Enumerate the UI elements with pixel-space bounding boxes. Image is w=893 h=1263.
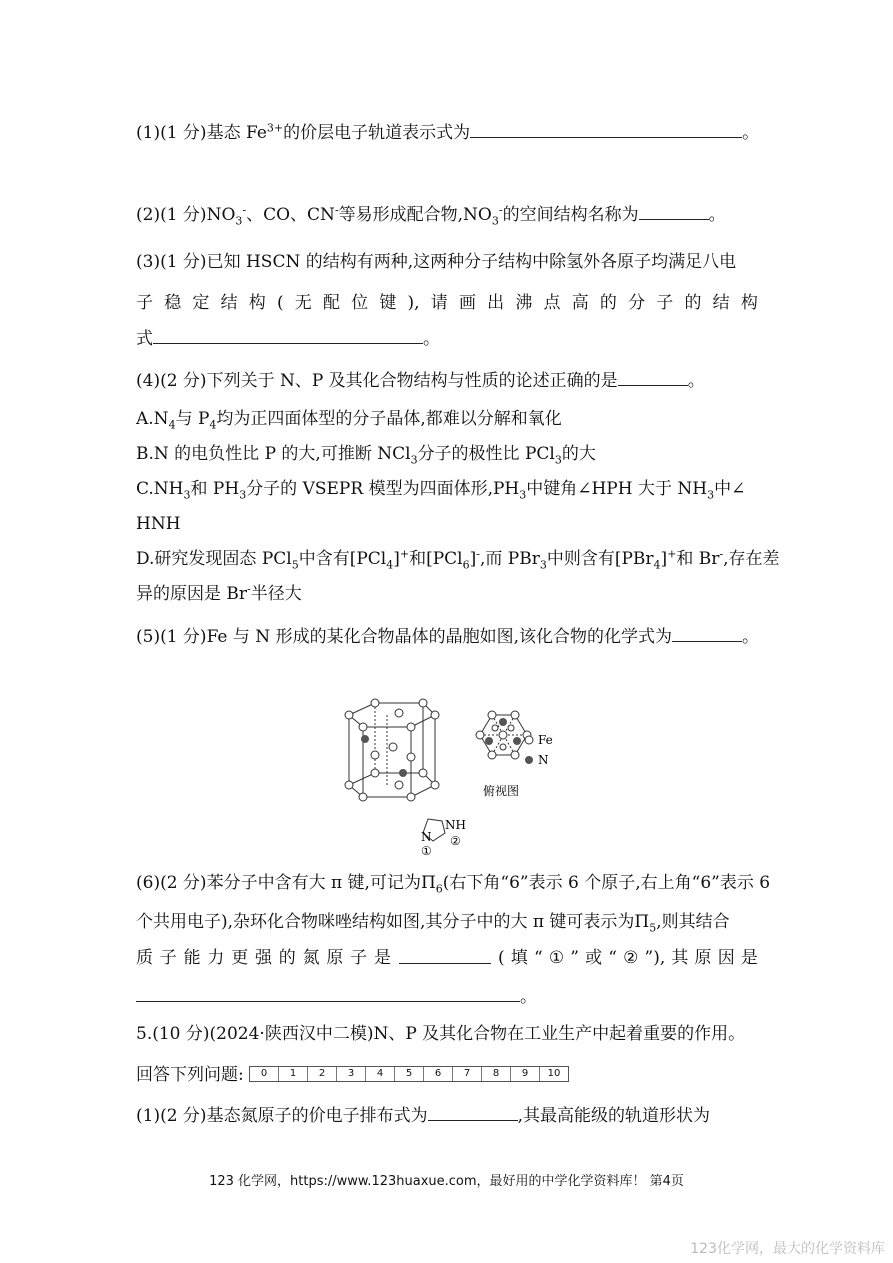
text-char: 位 — [351, 293, 369, 313]
text-char: 高 — [571, 293, 589, 313]
text-char: 因 — [717, 948, 735, 968]
text-char: 原 — [694, 948, 712, 968]
legend-n: N — [538, 753, 549, 767]
text-char: “ — [608, 948, 617, 968]
answer-blank[interactable] — [639, 203, 709, 220]
option-b: B.N 的电负性比 P 的大,可推断 NCl$_3$分子的极性比 PCl$_3$的大 — [136, 444, 596, 467]
text-char: 填 — [510, 948, 528, 968]
option-d: D.研究发现固态 PCl$_5$中含有[PCl$_4$]+和[PCl$_6$]-,而 PBr$_3$中则含有[PBr$_4$]+和 Br-,存在差 — [136, 547, 780, 572]
text-char: 无 — [294, 293, 312, 313]
imidazole-nh: NH — [445, 818, 466, 832]
text-char: 是 — [373, 948, 391, 968]
text-char: ), — [407, 293, 420, 313]
scale-cell: 2 — [308, 1067, 337, 1081]
q3-line3: 式 。 — [136, 329, 440, 349]
text-char: 请 — [430, 293, 448, 313]
crystal-figure — [335, 695, 565, 860]
scale-cell: 6 — [424, 1067, 453, 1081]
watermark: 123化学网，最大的化学资料库 — [690, 1241, 885, 1257]
q6-line1: (6)(2 分)苯分子中含有大 π 键,可记为$\Pi_6$(右下角“6”表示 6 个原子,右上角“6”表示 6 — [136, 873, 771, 896]
text-char: 的 — [684, 293, 702, 313]
text-char: 结 — [712, 293, 730, 313]
q6-line4: 。 — [136, 985, 537, 1008]
text-char: 子 — [350, 948, 368, 968]
q4: (4)(2 分)下列关于 N、P 及其化合物结构与性质的论述正确的是 。 — [136, 371, 705, 391]
text-char: 定 — [192, 293, 210, 313]
answer-blank[interactable] — [470, 121, 742, 138]
imidazole-n: N — [421, 830, 432, 844]
text-char: 构 — [740, 293, 758, 313]
q2: (2)(1 分)$NO_3^-$、CO、CN-等易形成配合物$,NO_3^-$的空间结构名称为 。 — [136, 203, 726, 228]
text-char: ( — [498, 948, 505, 968]
text-char: ① — [548, 948, 565, 968]
scale-cell: 3 — [337, 1067, 366, 1081]
q5: (5)(1 分)Fe 与 N 形成的某化合物晶体的晶胞如图,该化合物的化学式为 。 — [136, 627, 759, 647]
text-char: 子 — [136, 293, 153, 313]
text-char: 子 — [656, 293, 674, 313]
text-char: “ — [533, 948, 543, 968]
text-char: 点 — [543, 293, 561, 313]
scale-cell: 4 — [366, 1067, 395, 1081]
text-char: 的 — [599, 293, 617, 313]
text-char: 强 — [254, 948, 272, 968]
scale-cell: 9 — [511, 1067, 540, 1081]
page-footer: 123 化学网，https://www.123huaxue.com，最好用的中学化学资料库！ 第4页 — [209, 1174, 684, 1189]
text-char: 其 — [671, 948, 689, 968]
text-char: 或 — [585, 948, 603, 968]
q3-line2 — [136, 292, 758, 314]
text-char: ”), — [644, 948, 666, 968]
answer-blank[interactable] — [399, 947, 491, 964]
text-char: ② — [623, 948, 639, 968]
text-char: 画 — [458, 293, 476, 313]
top-view-label: 俯视图 — [483, 784, 520, 798]
text-char: 子 — [159, 948, 177, 968]
q3-line1: (3)(1 分)已知 HSCN 的结构有两种,这两种分子结构中除氢外各原子均满足八电 — [136, 252, 737, 272]
text-char: 力 — [207, 948, 225, 968]
option-a: $A.N_4$与 $P_4$均为正四面体型的分子晶体,都难以分解和氧化 — [136, 409, 562, 432]
text-char: 出 — [487, 293, 505, 313]
answer-blank[interactable] — [672, 625, 742, 642]
scale-cell: 1 — [279, 1067, 308, 1081]
scale-cell: 7 — [453, 1067, 482, 1081]
option-c-cont: HNH — [136, 514, 181, 534]
q8: (1)(2 分)基态氮原子的价电子排布式为 ,其最高能级的轨道形状为 — [136, 1106, 710, 1126]
q6-line2: 个共用电子),杂环化合物咪唑结构如图,其分子中的大 π 键可表示为$\Pi_5$,则其结合 — [136, 912, 730, 935]
option-c: $C.NH_3$和 $PH_3$分子的 VSEPR 模型为四面体形$,PH_3$中键角∠HPH 大于 $NH_3$中∠ — [136, 479, 746, 502]
option-d-cont: 异的原因是 Br-半径大 — [136, 582, 302, 604]
circle-1: ① — [421, 844, 432, 858]
text-char: 的 — [278, 948, 296, 968]
text-char: 配 — [322, 293, 340, 313]
text-char: 质 — [136, 948, 153, 968]
text-char: 结 — [220, 293, 238, 313]
scale-cell: 5 — [395, 1067, 424, 1081]
legend-fe: Fe — [538, 733, 553, 747]
text-char: 键 — [379, 293, 397, 313]
text-char: 稳 — [164, 293, 182, 313]
answer-blank[interactable] — [428, 1104, 518, 1121]
text-char: 更 — [231, 948, 249, 968]
answer-blank[interactable] — [136, 985, 520, 1002]
text-char: 分 — [628, 293, 646, 313]
q7: 5.(10 分)(2024·陕西汉中二模)N、P 及其化合物在工业生产中起着重要的作用。 — [136, 1024, 746, 1044]
q7b: 回答下列问题: — [136, 1065, 244, 1085]
q1: (1)(1 分)基态 $Fe^{3+}$的价层电子轨道表示式为 。 — [136, 121, 760, 143]
text-char: ” — [570, 948, 579, 968]
text-char: 沸 — [515, 293, 533, 313]
text-char: 构 — [248, 293, 266, 313]
scale-cell: 0 — [250, 1067, 279, 1081]
answer-blank[interactable] — [153, 327, 423, 344]
text-char: 是 — [740, 948, 758, 968]
answer-blank[interactable] — [618, 369, 688, 386]
text-char: 能 — [183, 948, 201, 968]
scale-cell: 8 — [482, 1067, 511, 1081]
score-scale — [249, 1066, 569, 1082]
text-char: 氮 — [302, 948, 320, 968]
circle-2: ② — [450, 834, 461, 848]
q6-line3 — [136, 947, 758, 969]
text-char: ( — [276, 293, 284, 313]
scale-cell: 10 — [547, 1068, 561, 1079]
text-char: 原 — [326, 948, 344, 968]
